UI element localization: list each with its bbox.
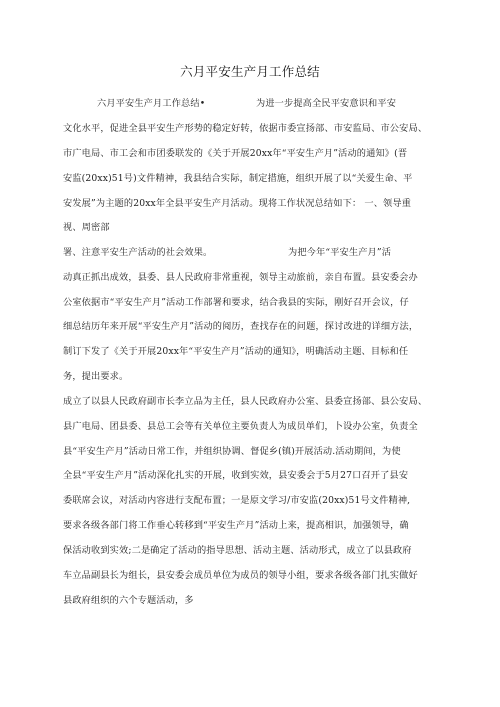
body-line: 县政府组织的六个专题活动，多 [63, 595, 194, 606]
body-line: 动真正抓出成效，县委、县人民政府非常重视，领导主动旅前，亲自布置。县安委会办 [63, 272, 418, 283]
body-line: 车立品副县长为组长，县安委会成员单位为成员的领导小组，要求各级各部门扎实做好 [63, 570, 418, 581]
body-line: 务，提出要求。 [63, 371, 129, 382]
body-line: 保活动收到实效;二是确定了活动的指导思想、活动主题、活动形式，成立了以县政府 [63, 545, 412, 556]
body-line: 署、注意平安生产活动的社会效果。 [63, 247, 213, 258]
body-line: 六月平安生产月工作总结• [97, 98, 206, 109]
body-line: 全县“平安生产月”活动深化扎实的开展，收到实效，县安委会于5月27口召开了县安 [63, 470, 409, 481]
body-line: 成立了以县人民政府副市长李立品为主任，县人民政府办公室、县委宣扬部、县公安局、 [63, 396, 428, 407]
document-title: 六月平安生产月工作总结 [180, 64, 320, 79]
body-line: 安发展”为主题的20xx年全县平安生产月活动。现将工作状况总结如下： 一、领导重 [63, 198, 412, 209]
body-line: 县广电局、团县委、县总工会等有关单位主要负责人为成员单们，卜设办公室，负责全 [63, 421, 418, 432]
body-line: 县“平安生产月”活动日常工作，并组织协调、督促乡(镇)开展活动.活动期间，为使 [63, 446, 401, 457]
body-line: 委联席会议，对活动内容进行支配布置；一是原文学习/市安监(20xx)51号文件精神, [63, 495, 411, 506]
body-line: 制订下发了《关于开展20xx年“平安生产月”活动的通知》，明确活动主题、目标和任 [63, 346, 409, 357]
body-line: 视、周密部 [63, 222, 110, 233]
body-line: 为把今年“平安生产月”活 [288, 247, 392, 258]
body-line: 文化水平，促进全县平安生产形势的稳定好转，依据市委宣扬部、市安监局、市公安局、 [63, 123, 428, 134]
body-line: 细总结历年来开展“平安生产月”活动的阅历，查找存在的问题，探讨改进的详细方法， [63, 321, 419, 332]
body-line: 安监(20xx)51号)文件精神，我县结合实际，制定措施，组织开展了以“关爱生命、平 [63, 173, 413, 184]
body-line: 为进一步提高全民平安意识和平安 [256, 98, 397, 109]
body-line: 市广电局、市工会和市团委联发的《关于开展20xx年“平安生产月”活动的通知》(晋 [63, 148, 408, 159]
body-line: 要求各级各部门将工作垂心转移到“平安生产月”活动上来，提高相识，加强领导，确 [63, 520, 409, 531]
body-line: 公室依据市“平安生产月”活动工作部署和要求，结合我县的实际，刚好召开会议，仔 [63, 297, 409, 308]
